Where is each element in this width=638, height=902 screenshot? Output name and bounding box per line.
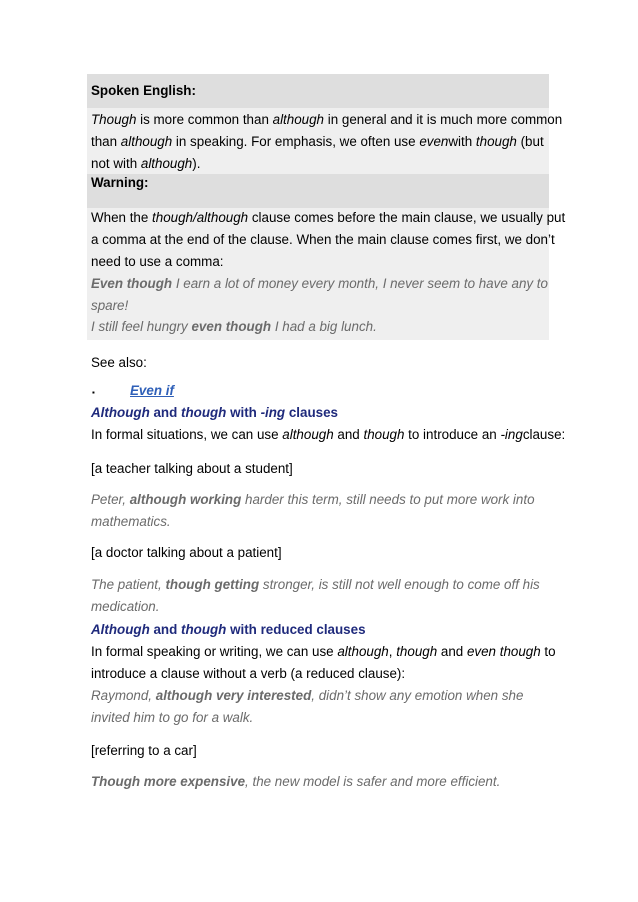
section-reduced-intro-1: In formal speaking or writing, we can use although, though and even though to — [91, 644, 556, 659]
section-reduced-heading: Although and though with reduced clauses — [91, 622, 366, 637]
even-if-link[interactable]: Even if — [130, 383, 174, 398]
section-reduced-intro-2: introduce a clause without a verb (a reduced clause): — [91, 666, 406, 681]
spoken-line-1: Though is more common than although in general and it is much more common — [91, 112, 563, 127]
context-teacher: [a teacher talking about a student] — [91, 461, 293, 476]
spoken-line-2: than although in speaking. For emphasis, we often use evenwith though (but — [91, 134, 544, 149]
warning-line-2: a comma at the end of the clause. When the main clause comes first, we don’t — [91, 232, 555, 247]
section-ing-intro: In formal situations, we can use although and though to introduce an -ingclause: — [91, 427, 566, 442]
warning-line-1: When the though/although clause comes before the main clause, we usually put — [91, 210, 566, 225]
section-ing-heading: Although and though with -ing clauses — [91, 405, 338, 420]
reduced-example-2: Though more expensive, the new model is safer and more efficient. — [91, 774, 501, 789]
spoken-line-3: not with although). — [91, 156, 201, 171]
warning-example-2: I still feel hungry even though I had a big lunch. — [91, 319, 377, 334]
warning-heading-band — [87, 174, 549, 208]
warning-heading: Warning: — [91, 175, 149, 190]
warning-line-3: need to use a comma: — [91, 254, 224, 269]
warning-example-1a: Even though I earn a lot of money every month, I never seem to have any to — [91, 276, 548, 291]
reduced-example-1b: invited him to go for a walk. — [91, 710, 254, 725]
warning-example-1b: spare! — [91, 298, 129, 313]
ing-example-2a: The patient, though getting stronger, is still not well enough to come off his — [91, 577, 540, 592]
ing-example-1a: Peter, although working harder this term, still needs to put more work into — [91, 492, 535, 507]
reduced-example-1a: Raymond, although very interested, didn’t show any emotion when she — [91, 688, 524, 703]
context-car: [referring to a car] — [91, 743, 197, 758]
spoken-heading: Spoken English: — [91, 83, 196, 98]
see-also-label: See also: — [91, 355, 147, 370]
context-doctor: [a doctor talking about a patient] — [91, 545, 282, 560]
ing-example-2b: medication. — [91, 599, 160, 614]
bullet-icon: ▪ — [92, 388, 95, 397]
ing-example-1b: mathematics. — [91, 514, 171, 529]
